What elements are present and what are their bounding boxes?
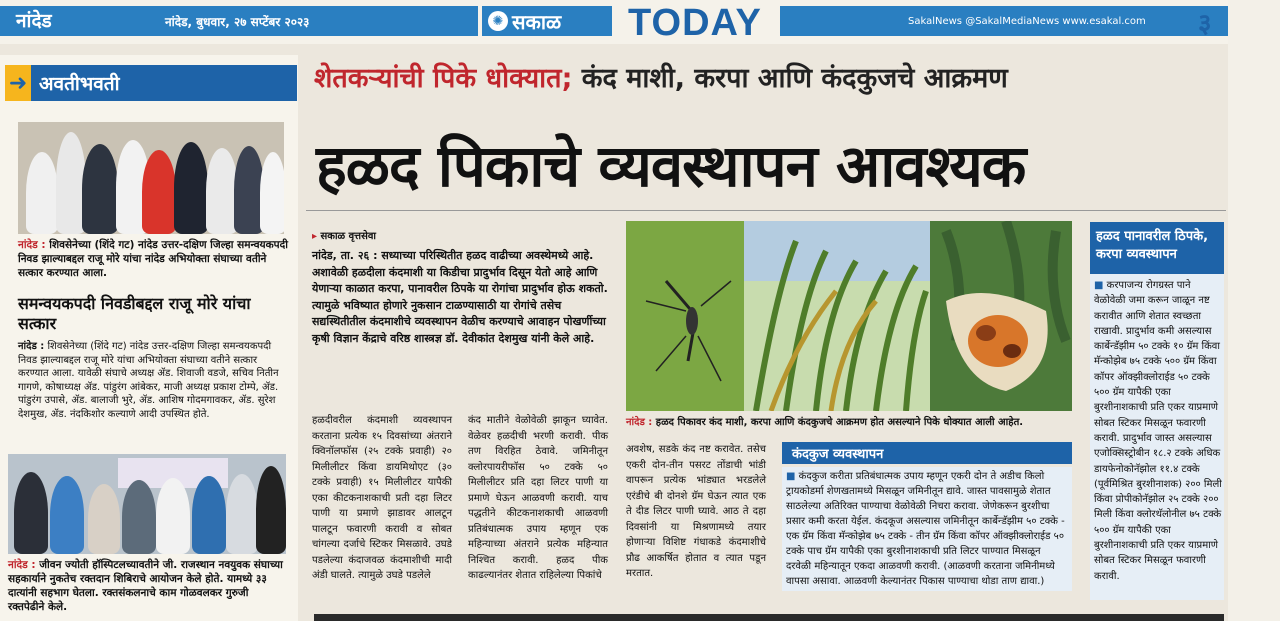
arrow-right-icon: ➜ <box>5 65 31 101</box>
caption-text: जीवन ज्योती हॉस्पिटलच्यावतीने जी. राजस्थान नवयुवक संघाच्या सहकार्याने नुकतेच रक्तदान शिबिराचे आयोजन केले होते. यामध्ये ३३ दात्यांनी सहभाग घेतला. रक्तसंकलनाचे काम गोळवलकर गुरुजी रक्तपेढीने केले. <box>8 559 283 613</box>
caption-place: नांदेड : <box>8 559 36 571</box>
kandkuj-box-title: कंदकुज व्यवस्थापन <box>782 442 1072 464</box>
triangle-icon: ▸ <box>312 231 318 242</box>
edition-date: नांदेड, बुधवार, २७ सप्टेंबर २०२३ <box>165 15 310 29</box>
article-column-3: अवशेष, सडके कंद नष्ट करावेत. तसेच एकरी दोन-तीन पसरट तोंडाची भांडी वापरून प्रत्येक भांड्यात भरडलेले एरंडीचे बी दोनशे ग्रॅम घेऊन त्यात एक ते दीड लिटर पाणी घ्यावे. आठ ते दहा दिवसांनी या मिश्रणामध्ये तयार होणाऱ्या विशिष्ट गंधाकडे कंदमाशीचे प्रौढ आकर्षित होतात व त्यात पडून मरतात. <box>626 444 766 579</box>
caption-text: शिवसेनेच्या (शिंदे गट) नांदेड उत्तर-दक्षिण जिल्हा समन्वयकपदी निवड झाल्याबद्दल राजू मोरे यांचा नांदेड अभियोक्ता संघाच्या वतीने सत्कार करण्यात आला. <box>18 239 288 279</box>
story-title: समन्वयकपदी निवडीबद्दल राजू मोरे यांचा सत्कार <box>18 294 251 333</box>
today-logo: TODAY <box>628 2 762 44</box>
turmeric-crop-photo <box>626 221 1072 411</box>
edition-city: नांदेड <box>16 10 52 32</box>
kicker-headline <box>314 58 1224 95</box>
caption-place: नांदेड : <box>18 239 46 251</box>
byline-text: सकाळ वृत्तसेवा <box>320 231 377 242</box>
caption-text: हळद पिकावर कंद माशी, करपा आणि कंदकुजचे आक्रमण होत असल्याने पिके धोक्यात आली आहेत. <box>655 417 1024 428</box>
photo-caption <box>626 414 1072 428</box>
divider <box>306 210 1226 211</box>
social-handles: SakalNews @SakalMediaNews www.esakal.com <box>908 16 1146 27</box>
side-box-title: हळद पानावरील ठिपके, करपा व्यवस्थापन <box>1090 222 1224 274</box>
felicitation-photo <box>18 122 284 234</box>
blood-donation-photo <box>8 454 286 554</box>
bullet-icon: ■ <box>1094 280 1104 291</box>
kicker-red: शेतकऱ्यांची पिके धोक्यात; <box>314 63 573 94</box>
logo-mark-icon: ✺ <box>488 11 508 31</box>
body-text: शिवसेनेच्या (शिंदे गट) नांदेड उत्तर-दक्षिण जिल्हा समन्वयकपदी निवड झाल्याबद्दल राजू मोरे यांचा अभियोक्ता संघाच्या वतीने सत्कार करण्यात आला. यावेळी संघाचे अध्यक्ष ॲड. शिवाजी वडजे, सचिव नितीन गागणे, कोषाध्यक्ष ॲड. पांडुरंग आंबेकर, माजी अध्यक्ष प्रकाश टोम्पे, ॲड. पांडुरंग उपासे, ॲड. बालाजी भुरे, ॲड. आशिष गोदमगावकर, ॲड. सुरेश देशमुख, ॲड. नंदकिशोर कल्याणे आदी उपस्थित होते. <box>18 341 279 420</box>
page-margin <box>1228 0 1280 621</box>
page-number: ३ <box>1198 9 1212 39</box>
sakal-logo <box>482 6 612 36</box>
lead-paragraph: नांदेड, ता. २६ : सध्याच्या परिस्थितीत हळद वाढीच्या अवस्थेमध्ये आहे. अशावेळी हळदीला कंदमाशी या किडीचा प्रादुर्भाव दिसून येतो आहे आणि येणाऱ्या काळात करपा, पानावरील ठिपके या रोगांचा प्रादुर्भाव होऊ शकतो. त्यामुळे भविष्यात होणारे नुकसान टाळण्यासाठी या रोगांचे तसेच सद्यस्थितीतील कंदमाशीचे व्यवस्थापन वेळीच करण्याचे आवाहन पोखर्णीच्या कृषी विज्ञान केंद्राचे वरिष्ठ शास्त्रज्ञ डॉ. देवीकांत देशमुख यांनी केले आहे. <box>312 249 608 345</box>
side-box-text <box>1094 278 1222 584</box>
bottom-strip <box>314 614 1224 621</box>
kandkuj-box-text <box>782 467 1072 591</box>
side-text: करपाजन्य रोगग्रस्त पाने वेळोवेळी जमा करून जाळून नष्ट करावीत आणि शेतात स्वच्छता राखावी. प्रादुर्भाव कमी असल्यास कार्बेन्डॅझीम ५० टक्के १० ग्रॅम किंवा मॅन्कोझेब ७५ टक्के ५०० ग्रॅम किंवा कॉपर ऑक्झीक्लोराईड ५० टक्के ५०० ग्रॅम यापैकी एका बुरशीनाशकाची प्रति एकर याप्रमाणे सोबत स्टिकर मिसळून फवारणी करावी. प्रादुर्भाव जास्त असल्यास एजोक्सिस्ट्रोबीन १८.२ टक्के अधिक डायफेनोकोनॅझोल ११.४ टक्के (पूर्वमिश्रित बुरशीनाशक) २०० मिली किंवा प्रोपीकोनॅझोल २५ टक्के २०० मिली किंवा क्लोरथॅलोनील ७५ टक्के ५०० ग्रॅम यापैकी एका बुरशीनाशकाची प्रति एकर याप्रमाणे सोबत स्टिकर मिसळून फवारणी करावी. <box>1094 280 1222 582</box>
section-title: अवतीभवती <box>39 73 120 95</box>
body-place: नांदेड : <box>18 341 45 352</box>
crop-photo-illustration <box>626 221 1072 411</box>
byline <box>312 228 376 242</box>
logo-text: सकाळ <box>512 9 562 34</box>
kandkuj-text: कंदकुज करीता प्रतिबंधात्मक उपाय म्हणून एकरी दोन ते अडीच किलो ट्रायकोडर्मा शेणखतामध्ये मिसळून जमिनीतून द्यावे. जास्त पावसामुळे शेतात साठलेल्या अतिरिक्त पाण्याचा वेळोवेळी निचरा करावा. जेणेकरून बुरशीचा प्रसार कमी करता येईल. कंदकूज असल्यास जमिनीतून कार्बेन्डॅझीम ५० टक्के - एक ग्रॅम किंवा मॅन्कोझेब ७५ टक्के - तीन ग्रॅम किंवा कॉपर ऑक्झीक्लोराईड ५० टक्के पाच ग्रॅम यापैकी एका बुरशीनाशकाची प्रति लिटर पाण्यात मिसळून दरवेळी महिन्यातून एकदा आळवणी करावी. (आळवणी करताना जमिनीमध्ये वापसा असावा. आळवणी केल्यानंतर पिकास पाण्याचा थोडा ताण द्यावा.) <box>786 471 1065 587</box>
story-body <box>18 340 288 421</box>
caption-place: नांदेड : <box>626 417 653 428</box>
photo2-caption <box>8 558 288 614</box>
article-column-2: कंद मातीने वेळोवेळी झाकून घ्यावेत. वेळेवर हळदीची भरणी करावी. पीक तण विरहित ठेवावे. जमिनीतून क्लोरपायरीफॉस ५० टक्के ५० मिलीलीटर प्रति दहा लिटर पाणी या प्रमाणे घेऊन आळवणी करावी. याच पद्धतीने कीटकनाशकाची आळवणी प्रतिबंधात्मक उपाय म्हणून एक महिन्याच्या अंतराने प्रत्येक महिन्यात निश्चित करावी. हळद पीक काढल्यानंतर शेतात राहिलेल्या पिकांचे <box>468 415 608 581</box>
masthead <box>0 0 1280 44</box>
main-headline: हळद पिकाचे व्यवस्थापन आवश्यक <box>316 132 1026 200</box>
photo1-caption <box>18 238 288 280</box>
section-header <box>5 65 297 101</box>
kicker-rest: कंद माशी, करपा आणि कंदकुजचे आक्रमण <box>572 63 1008 94</box>
bullet-icon: ■ <box>786 471 796 482</box>
article-column-1: हळदीवरील कंदमाशी व्यवस्थापन करताना प्रत्येक १५ दिवसांच्या अंतराने क्विनॉलफॉस (२५ टक्के प्रवाही) २० मिलीलीटर किंवा डायमिथोएट (३० टक्के प्रवाही) १५ मिलीलीटर यापैकी एका कीटकनाशकाची प्रती दहा लिटर पाणी या प्रमाणे झाडावर आलटून पालटून फवारणी करावी व सोबत चांगल्या दर्जाचे स्टिकर मिसळावे. उघडे पडलेल्या कंदाजवळ कंदमाशीची मादी अंडी घालते. त्यामुळे उघडे पडलेले <box>312 415 452 581</box>
